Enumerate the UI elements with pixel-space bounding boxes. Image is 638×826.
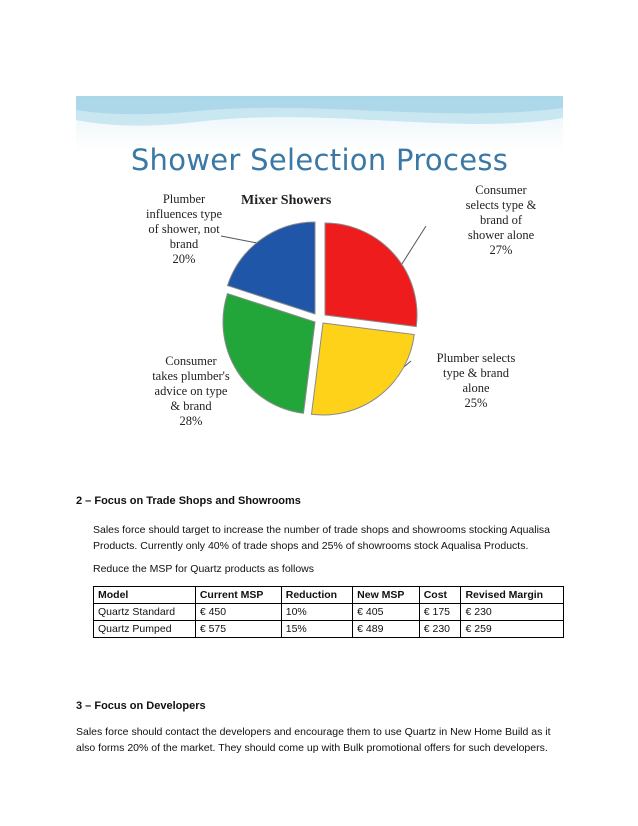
section3-heading: 3 – Focus on Developers [76,700,206,712]
cell: € 450 [195,604,281,621]
header-current-msp: Current MSP [195,587,281,604]
section2-para1-line1: Sales force should target to increase the number of trade shops and showrooms stocking Aqualisa [93,524,551,536]
leader-line [398,226,426,270]
section2-para1-line2: Products. Currently only 40% of trade shops and 25% of showrooms stock Aqualisa Products. [93,540,529,552]
pie-title: Mixer Showers [241,193,332,208]
pie-slice-label: Plumber influences type of shower, not brand 20% [145,192,222,266]
cell: 15% [281,621,352,638]
slide-image [76,96,563,462]
section3-line1: Sales force should contact the developers and encourage them to use Quartz in New Home Build as it [76,726,551,738]
cell: 10% [281,604,352,621]
cell: Quartz Standard [94,604,196,621]
header-model: Model [94,587,196,604]
cell: € 230 [419,621,461,638]
cell: Quartz Pumped [94,621,196,638]
header-revised-margin: Revised Margin [461,587,564,604]
cell: € 175 [419,604,461,621]
table-row [94,604,564,621]
section2-para2: Reduce the MSP for Quartz products as follows [93,563,314,575]
pie-slice-label: Consumer selects type & brand of shower alone 27% [465,183,537,257]
cell: € 259 [461,621,564,638]
pie-slice-label: Consumer takes plumber's advice on type & brand 28% [152,354,230,428]
cell: € 575 [195,621,281,638]
header-new-msp: New MSP [353,587,420,604]
cell: € 405 [353,604,420,621]
table-row [94,621,564,638]
pie-slice [325,223,417,327]
cell: € 489 [353,621,420,638]
pie-slice [311,323,414,415]
pie-slice-label: Plumber selects type & brand alone 25% [436,351,516,410]
cell: € 230 [461,604,564,621]
header-cost: Cost [419,587,461,604]
section2-heading: 2 – Focus on Trade Shops and Showrooms [76,495,301,507]
slide-title: Shower Selection Process [130,143,509,177]
table-header-row [94,587,564,604]
header-reduction: Reduction [281,587,352,604]
msp-table [93,586,564,638]
section3-line2: also forms 20% of the market. They should come up with Bulk promotional offers for such developers. [76,742,548,754]
